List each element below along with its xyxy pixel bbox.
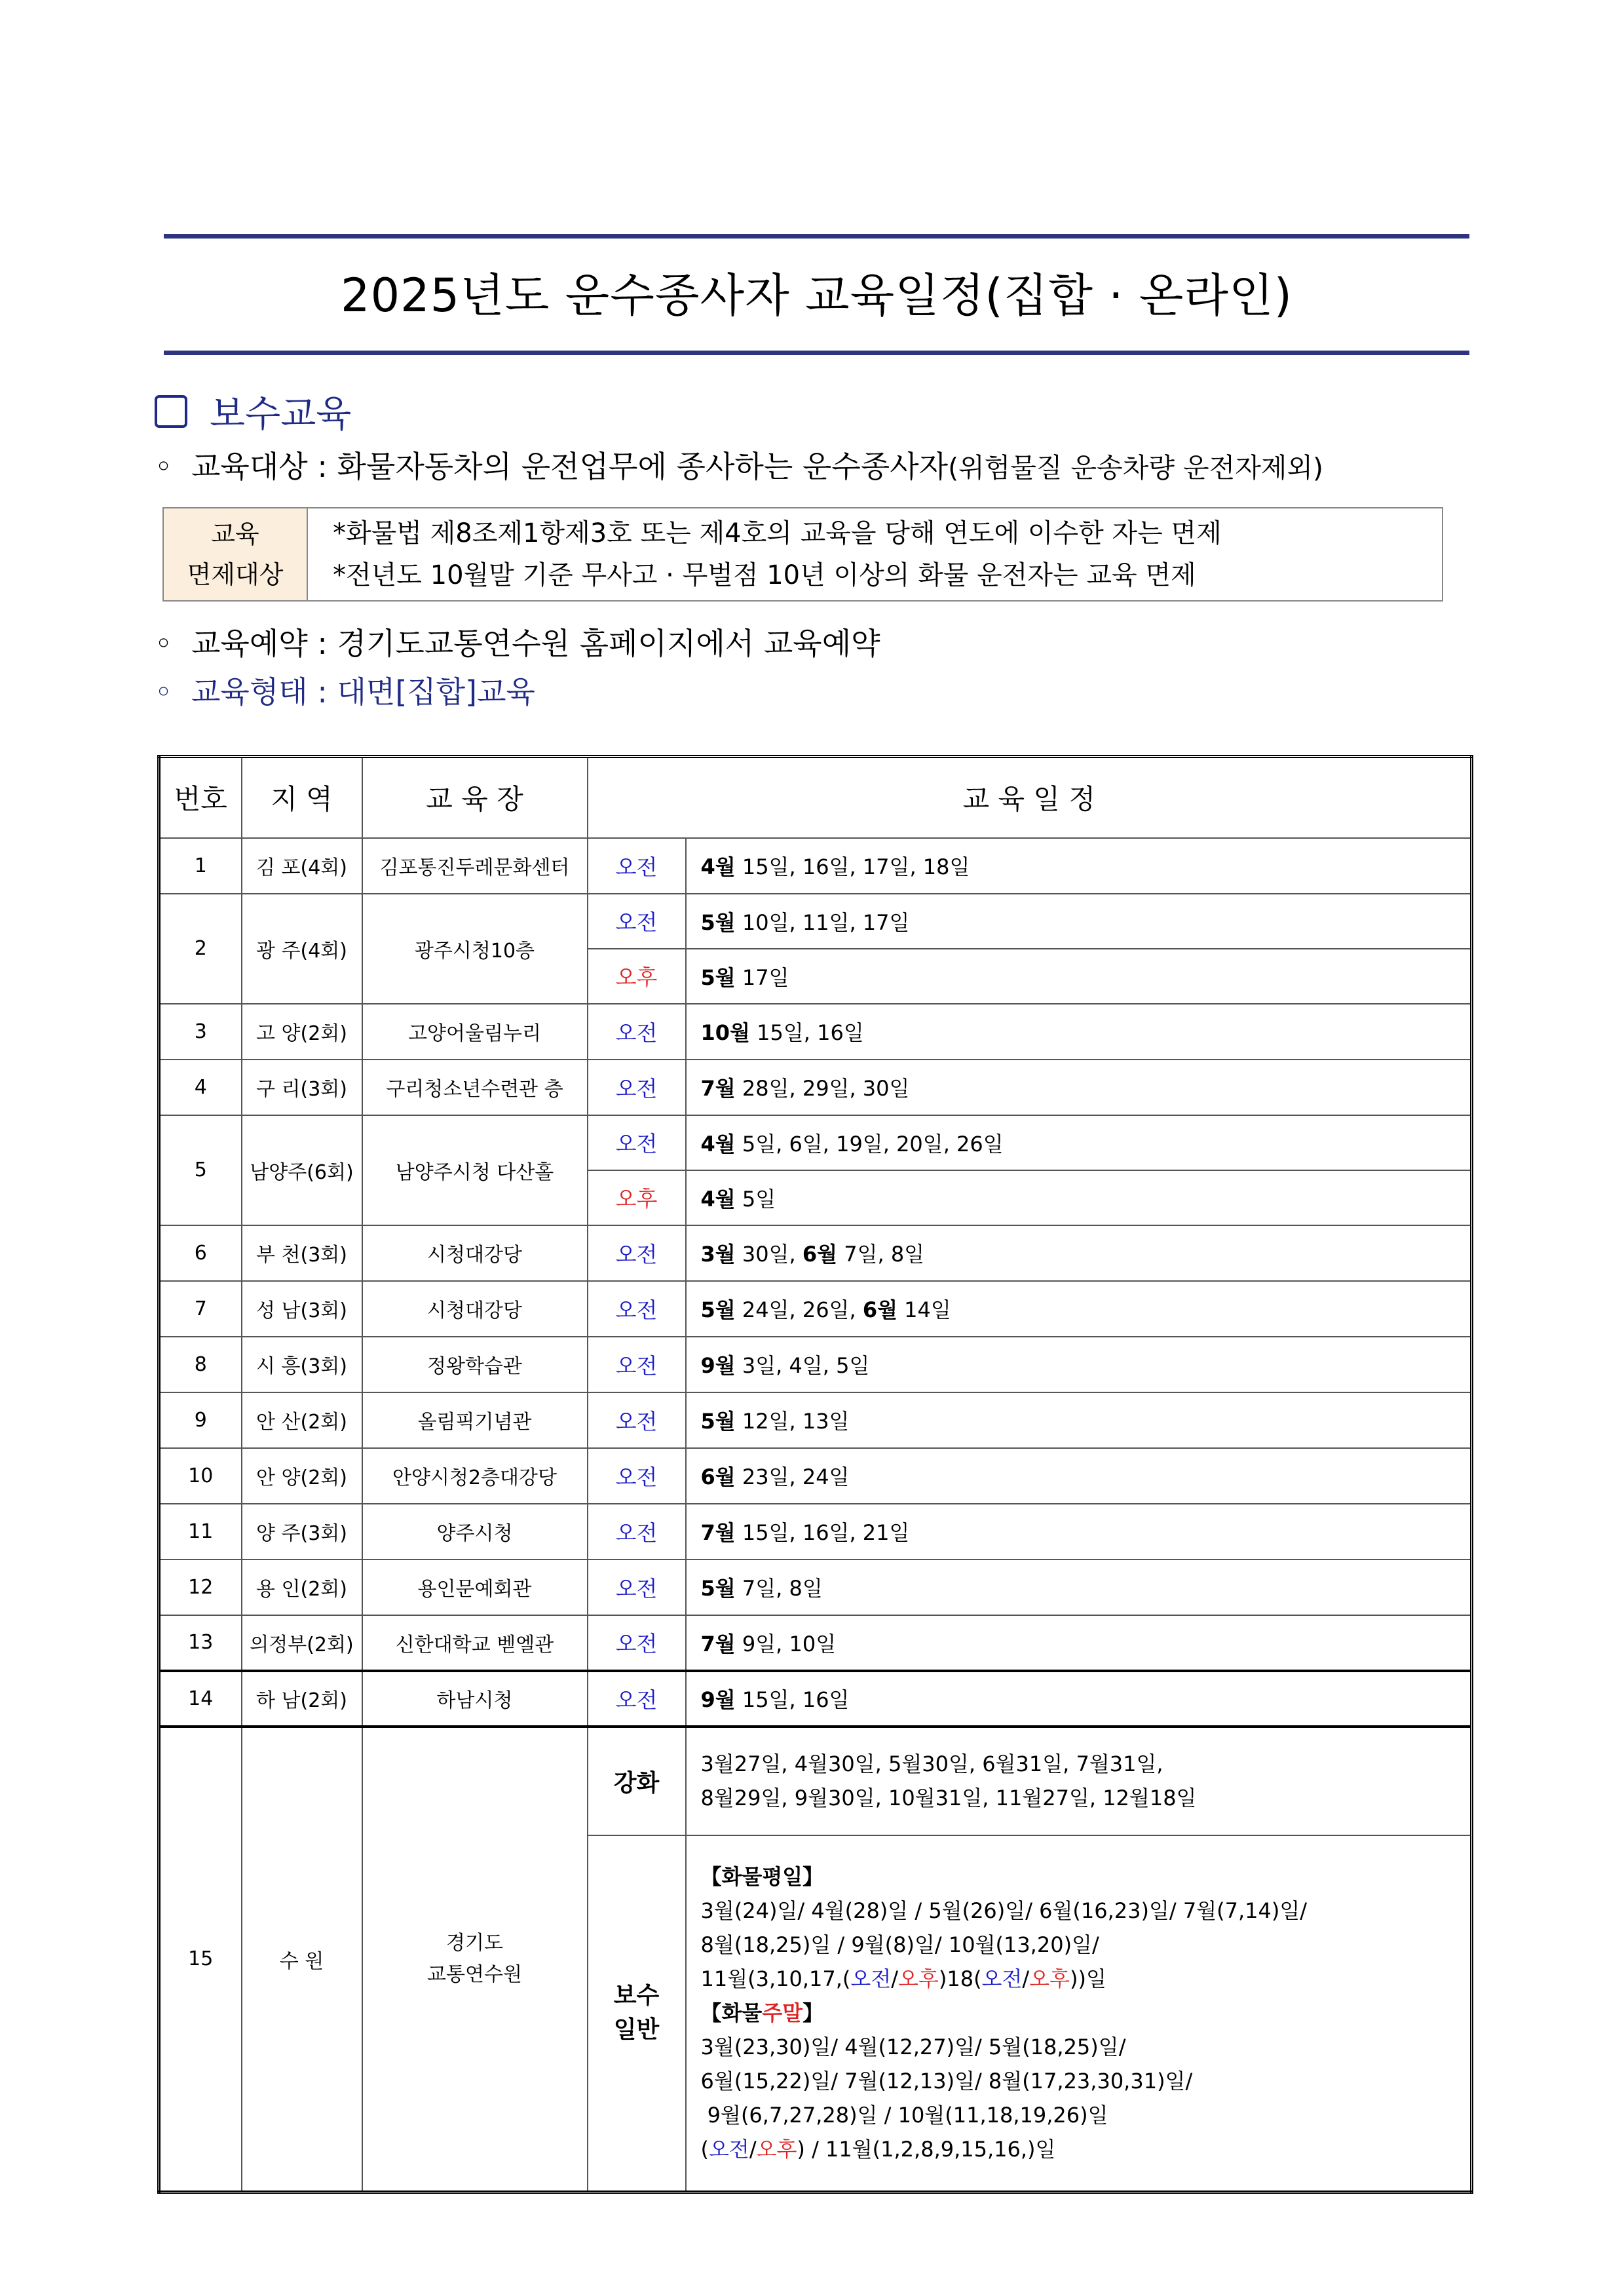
table-row	[159, 1337, 1472, 1392]
row-no: 12	[159, 1559, 242, 1615]
days: 30일,	[735, 1242, 803, 1267]
am-label: 오전	[981, 1966, 1023, 1992]
table-row	[159, 1392, 1472, 1448]
days: 10일, 11일, 17일	[735, 909, 910, 935]
month: 7월	[700, 1076, 736, 1101]
am-label: 오전	[588, 1281, 686, 1337]
row-venue: 안양시청2층대강당	[362, 1448, 588, 1504]
weekday-line: 8월(18,25)일 / 9월(8)일/ 10월(13,20)일/	[700, 1932, 1099, 1958]
am-label: 오전	[588, 838, 686, 894]
row-dates	[686, 1671, 1472, 1727]
am-label: 오전	[588, 1115, 686, 1170]
month: 7월	[700, 1520, 736, 1545]
pm-label: 오후	[898, 1966, 939, 1992]
exemption-body	[308, 508, 1222, 600]
general-label: 보수 일반	[588, 1835, 686, 2192]
month: 10월	[700, 1020, 750, 1045]
row-no: 15	[159, 1727, 242, 2192]
weekend-header-text: 【화물	[700, 2000, 763, 2026]
weekday-line: )18(	[938, 1966, 982, 1992]
row-region: 안 산(2회)	[242, 1392, 362, 1448]
slash: /	[749, 2137, 757, 2162]
row-region: 양 주(3회)	[242, 1504, 362, 1559]
row-venue: 구리청소년수련관 층	[362, 1060, 588, 1115]
schedule-table	[157, 755, 1473, 2194]
am-label: 오전	[588, 894, 686, 949]
row-venue: 양주시청	[362, 1504, 588, 1559]
row-dates	[686, 1392, 1472, 1448]
table-row	[159, 1281, 1472, 1337]
row-dates	[686, 1004, 1472, 1060]
target-label: 교육대상 : 화물자동차의 운전업무에 종사하는 운수종사자	[191, 449, 949, 484]
weekend-line: ) / 11월(1,2,8,9,15,16,)일	[797, 2137, 1056, 2162]
month: 6월	[802, 1242, 838, 1267]
row-dates	[686, 1337, 1472, 1392]
pm-label: 오후	[588, 949, 686, 1004]
days: 5일, 6일, 19일, 20일, 26일	[735, 1131, 1004, 1157]
header-region: 지 역	[242, 757, 362, 838]
row-venue: 용인문예회관	[362, 1559, 588, 1615]
am-label: 오전	[588, 1004, 686, 1060]
month: 5월	[700, 1297, 736, 1322]
row-venue: 시청대강당	[362, 1281, 588, 1337]
table-row	[159, 894, 1472, 949]
row-no: 2	[159, 894, 242, 1004]
row-dates	[686, 1448, 1472, 1504]
am-label: 오전	[588, 1448, 686, 1504]
table-row	[159, 1060, 1472, 1115]
row-venue: 하남시청	[362, 1671, 588, 1727]
table-row	[159, 1671, 1472, 1727]
row-region: 김 포(4회)	[242, 838, 362, 894]
row-no: 4	[159, 1060, 242, 1115]
row-region: 시 흥(3회)	[242, 1337, 362, 1392]
weekday-line: 3월(24)일/ 4월(28)일 / 5월(26)일/ 6월(16,23)일/ 7월(7,14)일/	[700, 1898, 1308, 1924]
row-venue: 시청대강당	[362, 1225, 588, 1281]
row-dates	[686, 949, 1472, 1004]
bullet-icon: ◦	[155, 449, 173, 484]
month: 5월	[700, 1576, 736, 1601]
table-row	[159, 1115, 1472, 1170]
table-row	[159, 1004, 1472, 1060]
month: 7월	[700, 1631, 736, 1656]
row-no: 3	[159, 1004, 242, 1060]
am-label: 오전	[588, 1392, 686, 1448]
format-line	[155, 668, 535, 712]
row-no: 5	[159, 1115, 242, 1225]
row-venue: 김포통진두레문화센터	[362, 838, 588, 894]
month: 5월	[700, 1409, 736, 1434]
intensive-line: 3월27일, 4월30일, 5월30일, 6월31일, 7월31일,	[700, 1751, 1163, 1776]
days: 28일, 29일, 30일	[735, 1076, 910, 1101]
row-venue	[362, 1727, 588, 2192]
weekend-header-highlight: 주말	[762, 2000, 803, 2026]
header-venue: 교 육 장	[362, 757, 588, 838]
row-venue: 신한대학교 벧엘관	[362, 1615, 588, 1671]
row-dates	[686, 894, 1472, 949]
row-venue: 광주시청10층	[362, 894, 588, 1004]
header-no: 번호	[159, 757, 242, 838]
month: 4월	[700, 1131, 736, 1157]
month: 5월	[700, 909, 736, 935]
month: 4월	[700, 1186, 736, 1212]
exemption-line: *화물법 제8조제1항제3호 또는 제4호의 교육을 당해 연도에 이수한 자는 면제	[333, 518, 1222, 548]
month: 9월	[700, 1353, 736, 1378]
intensive-line: 8월29일, 9월30일, 10월31일, 11월27일, 12월18일	[700, 1786, 1197, 1810]
checkbox-icon	[155, 395, 187, 428]
weekend-header	[701, 2000, 824, 2025]
intensive-dates	[686, 1727, 1472, 1835]
venue-line: 교통연수원	[427, 1962, 522, 1986]
month: 3월	[700, 1242, 736, 1267]
month: 6월	[862, 1297, 897, 1322]
row-region: 의정부(2회)	[242, 1615, 362, 1671]
general-dates	[686, 1835, 1472, 2192]
pm-label: 오후	[756, 2137, 797, 2162]
days: 3일, 4일, 5일	[735, 1353, 870, 1378]
pm-label: 오후	[1029, 1966, 1070, 1992]
month: 4월	[700, 854, 736, 879]
row-no: 10	[159, 1448, 242, 1504]
row-region: 부 천(3회)	[242, 1225, 362, 1281]
row-venue: 고양어울림누리	[362, 1004, 588, 1060]
am-label: 오전	[708, 2137, 749, 2162]
weekday-header: 【화물평일】	[700, 1864, 824, 1890]
am-label: 오전	[588, 1504, 686, 1559]
table-row	[159, 1448, 1472, 1504]
row-dates	[686, 1615, 1472, 1671]
weekday-line: ))일	[1069, 1966, 1106, 1992]
am-label: 오전	[588, 1337, 686, 1392]
row-no: 11	[159, 1504, 242, 1559]
am-label: 오전	[588, 1225, 686, 1281]
days: 9일, 10일	[735, 1631, 837, 1656]
row-dates	[686, 1115, 1472, 1170]
row-region: 하 남(2회)	[242, 1671, 362, 1727]
days: 15일, 16일, 21일	[735, 1520, 910, 1545]
weekend-line: 3월(23,30)일/ 4월(12,27)일/ 5월(18,25)일/	[700, 2035, 1126, 2060]
row-dates	[686, 1170, 1472, 1225]
table-row	[159, 1225, 1472, 1281]
days: 14일	[897, 1297, 951, 1322]
page-title: 2025년도 운수종사자 교육일정(집합 · 온라인)	[341, 269, 1293, 322]
row-region: 안 양(2회)	[242, 1448, 362, 1504]
days: 15일, 16일	[735, 1687, 850, 1712]
row-region: 용 인(2회)	[242, 1559, 362, 1615]
days: 17일	[735, 965, 789, 990]
days: 7일, 8일	[837, 1242, 925, 1267]
days: 12일, 13일	[735, 1409, 850, 1434]
exemption-box	[162, 507, 1443, 602]
target-note: (위험물질 운송차량 운전자제외)	[948, 452, 1324, 484]
weekend-line: (	[700, 2137, 709, 2162]
row-venue: 올림픽기념관	[362, 1392, 588, 1448]
slash: /	[891, 1966, 899, 1992]
exemption-line: *전년도 10월말 기준 무사고 · 무벌점 10년 이상의 화물 운전자는 교육 면제	[333, 560, 1196, 590]
exemption-header	[164, 508, 308, 600]
header-schedule: 교 육 일 정	[588, 757, 1472, 838]
row-dates	[686, 838, 1472, 894]
row-region: 남양주(6회)	[242, 1115, 362, 1225]
row-dates	[686, 1504, 1472, 1559]
table-row	[159, 838, 1472, 894]
month: 9월	[700, 1687, 736, 1712]
am-label: 오전	[588, 1671, 686, 1727]
row-region: 광 주(4회)	[242, 894, 362, 1004]
am-label: 오전	[588, 1615, 686, 1671]
row-region: 고 양(2회)	[242, 1004, 362, 1060]
am-label: 오전	[850, 1966, 892, 1992]
row-no: 13	[159, 1615, 242, 1671]
title-top-rule	[164, 234, 1469, 239]
row-region: 성 남(3회)	[242, 1281, 362, 1337]
reservation-line	[155, 620, 880, 663]
exemption-header-line1: 교육	[211, 520, 259, 548]
venue-line: 경기도	[446, 1931, 503, 1955]
row-dates	[686, 1281, 1472, 1337]
days: 15일, 16일, 17일, 18일	[735, 854, 970, 879]
section-heading	[155, 385, 351, 438]
row-dates	[686, 1225, 1472, 1281]
row-venue: 남양주시청 다산홀	[362, 1115, 588, 1225]
intensive-label: 강화	[588, 1727, 686, 1835]
am-label: 오전	[588, 1559, 686, 1615]
weekend-header-text: 】	[803, 2000, 824, 2026]
weekend-line: 6월(15,22)일/ 7월(12,13)일/ 8월(17,23,30,31)일/	[700, 2069, 1193, 2094]
bullet-icon: ◦	[155, 626, 173, 661]
row-no: 6	[159, 1225, 242, 1281]
table-row	[159, 1559, 1472, 1615]
month: 6월	[700, 1464, 736, 1489]
row-no: 9	[159, 1392, 242, 1448]
days: 5일	[735, 1186, 776, 1212]
row-no: 14	[159, 1671, 242, 1727]
pm-label: 오후	[588, 1170, 686, 1225]
days: 15일, 16일	[749, 1020, 864, 1045]
format-label: 교육형태 : 대면[집합]교육	[191, 674, 535, 710]
row-region: 수 원	[242, 1727, 362, 2192]
table-row	[159, 1727, 1472, 1835]
section-title: 보수교육	[210, 393, 352, 436]
exemption-header-line2: 면제대상	[187, 560, 284, 589]
row-region: 구 리(3회)	[242, 1060, 362, 1115]
target-line	[155, 443, 1323, 486]
row-no: 7	[159, 1281, 242, 1337]
month: 5월	[700, 965, 736, 990]
days: 7일, 8일	[735, 1576, 823, 1601]
row-no: 8	[159, 1337, 242, 1392]
bullet-icon: ◦	[155, 674, 173, 710]
row-no: 1	[159, 838, 242, 894]
title-bottom-rule	[164, 351, 1469, 355]
weekend-line: 9월(6,7,27,28)일 / 10월(11,18,19,26)일	[700, 2103, 1108, 2128]
days: 23일, 24일	[735, 1464, 850, 1489]
table-row	[159, 1615, 1472, 1671]
row-dates	[686, 1060, 1472, 1115]
am-label: 오전	[588, 1060, 686, 1115]
slash: /	[1022, 1966, 1030, 1992]
table-header-row	[159, 757, 1472, 838]
row-venue: 정왕학습관	[362, 1337, 588, 1392]
table-row	[159, 1504, 1472, 1559]
weekday-line: 11월(3,10,17,(	[700, 1966, 851, 1992]
row-dates	[686, 1559, 1472, 1615]
reservation-label: 교육예약 : 경기도교통연수원 홈페이지에서 교육예약	[191, 626, 880, 661]
days: 24일, 26일,	[735, 1297, 863, 1322]
